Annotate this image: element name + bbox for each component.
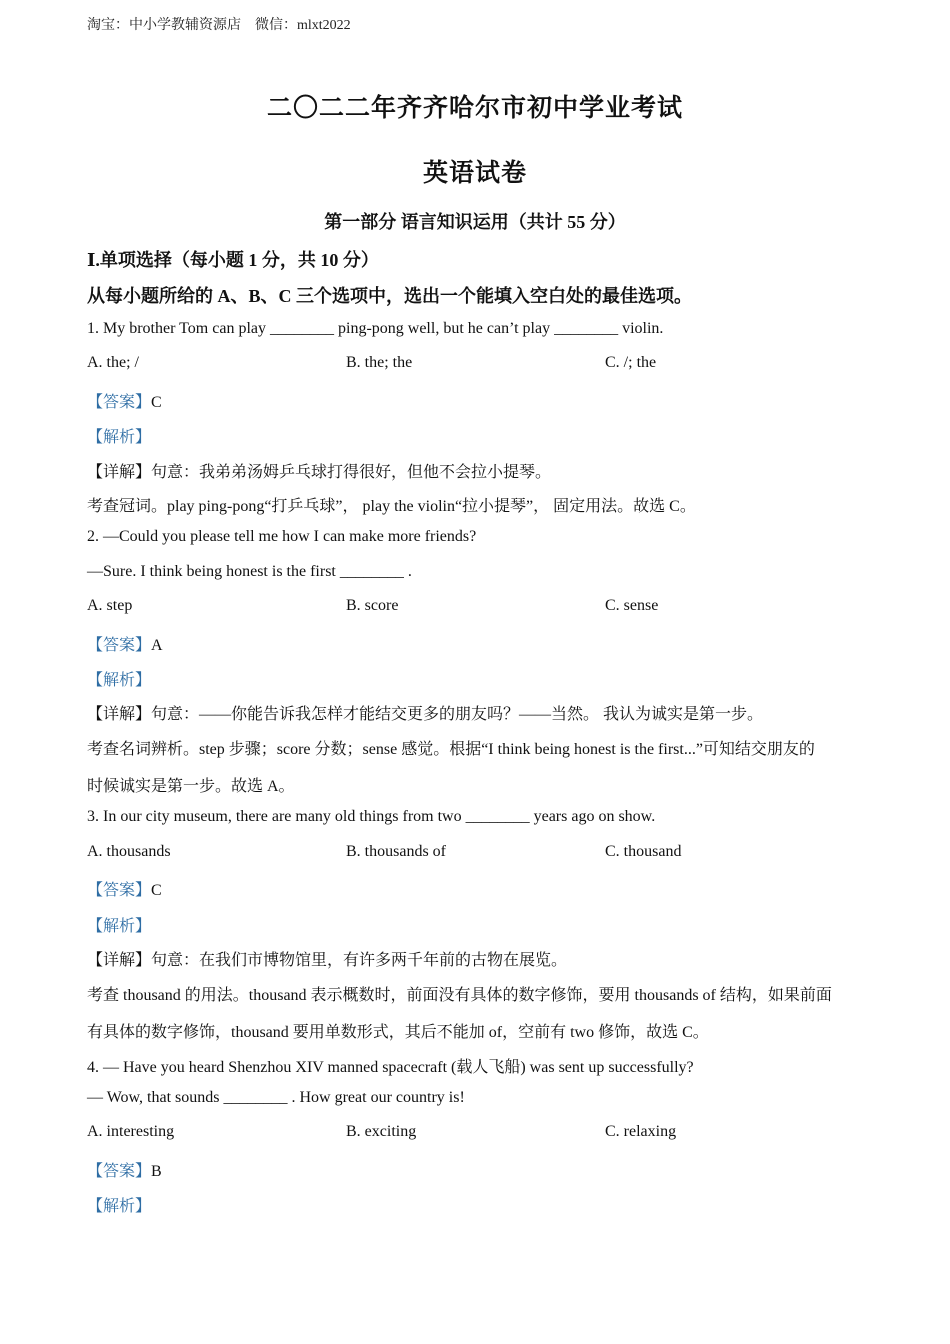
question-2-stem-2: —Sure. I think being honest is the first ________ . (87, 563, 412, 580)
answer-value: C (151, 394, 162, 411)
question-2-option-b: B. score (346, 597, 399, 614)
section-instruction: 从每小题所给的 A、B、C 三个选项中，选出一个能填入空白处的最佳选项。 (87, 286, 693, 306)
question-1-stem: 1. My brother Tom can play ________ ping-pong well, but he can’t play ________ violin. (87, 320, 664, 337)
answer-label: 【答案】 (87, 882, 152, 899)
subject-title: 英语试卷 (422, 160, 527, 187)
question-3-detail-1: 【详解】句意：在我们市博物馆里，有许多两千年前的古物在展览。 (87, 952, 568, 969)
question-4-stem-2: — Wow, that sounds ________ . How great our country is! (87, 1089, 465, 1106)
question-4-stem-1: 4. — Have you heard Shenzhou XIV manned spacecraft (载人飞船) was sent up successfully? (87, 1059, 694, 1076)
answer-label: 【答案】 (87, 637, 152, 654)
question-3-stem: 3. In our city museum, there are many old things from two ________ years ago on show. (87, 808, 656, 825)
question-3-detail-2: 考查 thousand 的用法。thousand 表示概数时，前面没有具体的数字修饰，要用 thousands of 结构，如果前面 (87, 987, 832, 1004)
question-2-option-a: A. step (87, 597, 133, 614)
section-heading: Ⅰ.单项选择（每小题 1 分，共 10 分） (87, 250, 379, 270)
question-2-detail-1: 【详解】句意：——你能告诉我怎样才能结交更多的朋友吗？——当然。 我认为诚实是第一步。 (87, 706, 764, 723)
question-3-option-c: C. thousand (605, 843, 682, 860)
question-3-answer (87, 877, 162, 900)
answer-label: 【答案】 (87, 394, 152, 411)
question-2-stem-1: 2. —Could you please tell me how I can make more friends? (87, 528, 477, 545)
question-3-analysis-label: 【解析】 (87, 918, 152, 935)
question-3-option-a: A. thousands (87, 843, 171, 860)
question-2-detail-2: 考查名词辨析。step 步骤；score 分数；sense 感觉。根据“I think being honest is the first...”可知结交朋友的 (87, 741, 815, 758)
question-1-option-b: B. the; the (346, 354, 413, 371)
question-2-option-c: C. sense (605, 597, 659, 614)
answer-value: C (151, 882, 162, 899)
question-3-option-b: B. thousands of (346, 843, 446, 860)
question-1-option-c: C. /; the (605, 354, 657, 371)
header-watermark: 淘宝：中小学教辅资源店 微信：mlxt2022 (87, 18, 351, 33)
question-1-answer (87, 389, 162, 412)
question-1-option-a: A. the; / (87, 354, 139, 371)
part-title: 第一部分 语言知识运用（共计 55 分） (324, 212, 626, 232)
question-2-analysis-label: 【解析】 (87, 672, 152, 689)
answer-label: 【答案】 (87, 1163, 152, 1180)
question-4-analysis-label: 【解析】 (87, 1198, 152, 1215)
question-1-analysis-label: 【解析】 (87, 429, 152, 446)
question-2-detail-3: 时候诚实是第一步。故选 A。 (87, 778, 295, 795)
exam-title: 二〇二二年齐齐哈尔市初中学业考试 (266, 95, 683, 122)
answer-value: A (151, 637, 163, 654)
question-4-option-c: C. relaxing (605, 1123, 677, 1140)
answer-value: B (151, 1163, 162, 1180)
question-4-option-a: A. interesting (87, 1123, 175, 1140)
question-1-detail-1: 【详解】句意：我弟弟汤姆乒乓球打得很好，但他不会拉小提琴。 (87, 464, 552, 481)
question-3-detail-3: 有具体的数字修饰，thousand 要用单数形式，其后不能加 of，空前有 two 修饰，故选 C。 (87, 1024, 709, 1041)
question-2-answer (87, 632, 163, 655)
question-4-answer (87, 1158, 162, 1181)
question-4-option-b: B. exciting (346, 1123, 417, 1140)
question-1-detail-2: 考查冠词。play ping-pong“打乒乓球”， play the violin“拉小提琴”， 固定用法。故选 C。 (87, 498, 696, 515)
